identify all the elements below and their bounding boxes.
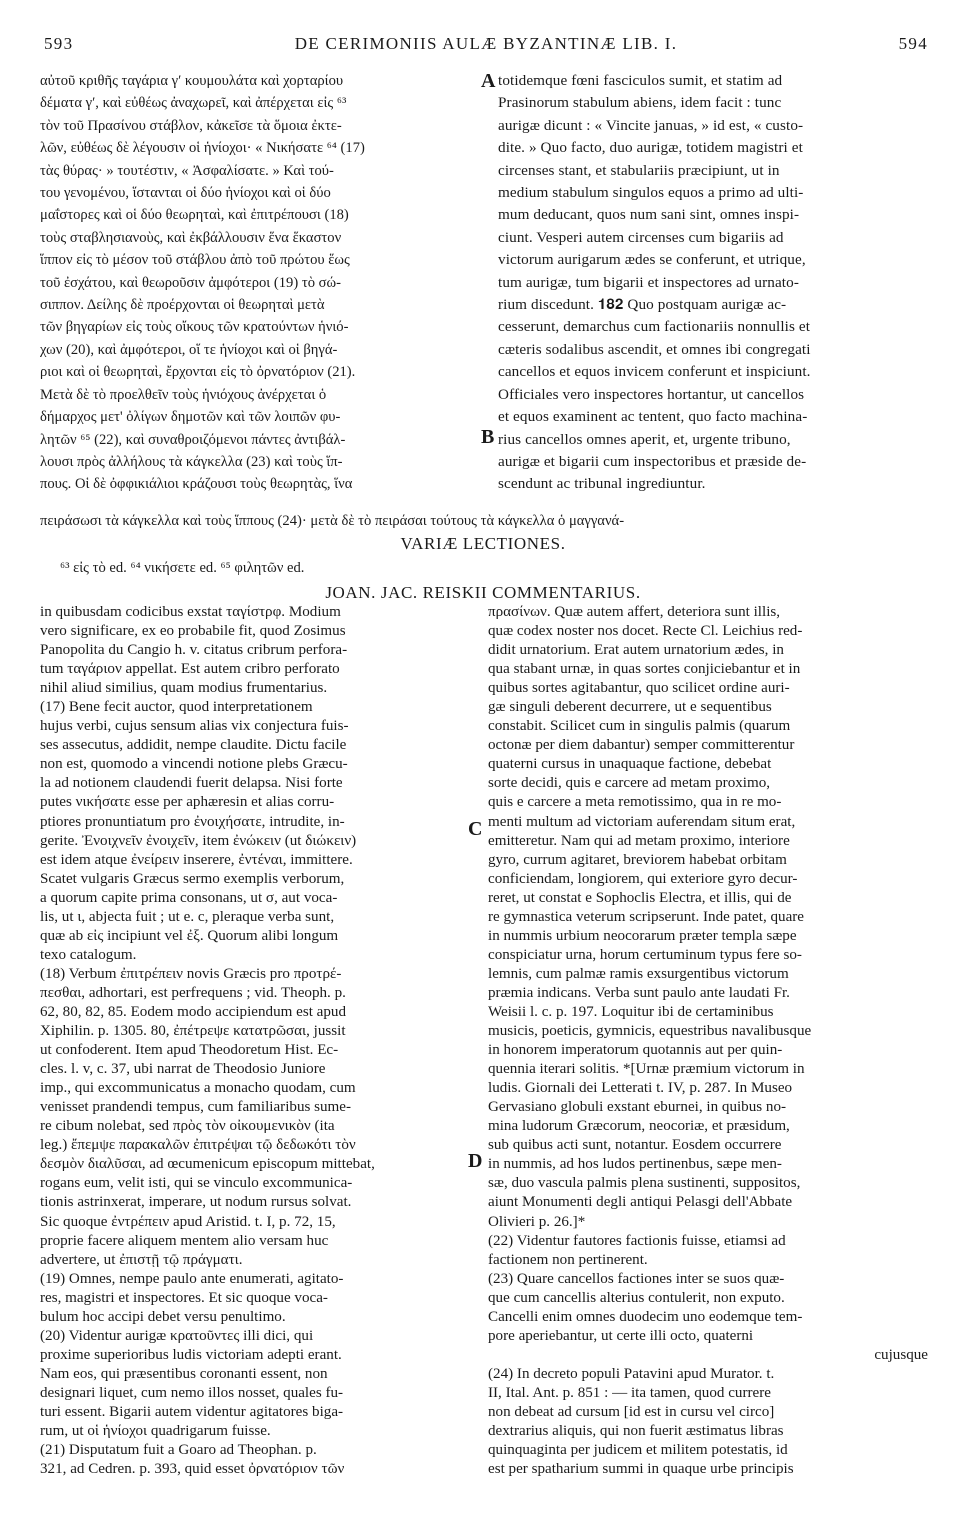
commentary-line: (17) Bene fecit auctor, quod interpretationem bbox=[40, 699, 313, 716]
latin-text-line: dite. » Quo facto, duo aurigæ, totidem magistri et bbox=[498, 139, 803, 157]
greek-text-line: τὰς θύρας· » τουτέστιν, « Ἀσφαλίσατε. » Καὶ τού- bbox=[40, 162, 334, 179]
commentary-line: Nam eos, qui præsentibus coronanti essent, non bbox=[40, 1365, 328, 1382]
page-number-right: 594 bbox=[898, 34, 928, 53]
commentary-line: ludis. Giornali dei Letterati t. IV, p. 287. In Museo bbox=[488, 1080, 793, 1097]
greek-text-line: τῶν βηγαρίων εἰς τοὺς οἴκους τῶν κρατούντων ἡνιό- bbox=[40, 319, 349, 336]
commentary-line: πεσθαι, adhortari, est perfrequens ; vid. Theoph. p. bbox=[40, 984, 346, 1001]
commentary-line: dextrarius aliquis, qui non fuerit æstimatus libras bbox=[488, 1423, 784, 1440]
commentary-line: la ad notionem claudendi fuerit delapsa. Nisi forte bbox=[40, 775, 343, 792]
margin-marker-b: B bbox=[481, 426, 495, 448]
margin-marker-a: A bbox=[481, 70, 496, 92]
margin-marker-c: C bbox=[468, 818, 483, 840]
latin-text-line: cesserunt, demarchus cum factionariis nonnullis et bbox=[498, 318, 811, 336]
greek-text-line: του γενομένου, ἵστανται οἱ δύο ἡνίοχοι καὶ οἱ δύο bbox=[40, 185, 331, 202]
commentary-line: sorte decidi, quis e carcere ad metam proximo, bbox=[488, 775, 771, 792]
commentary-line: musicis, poeticis, gymnicis, equestribus navalibusque bbox=[488, 1023, 812, 1040]
commentary-line: δεσμὸν διαλῦσαι, ad œcumenicum episcopum mittebat, bbox=[40, 1156, 375, 1173]
latin-text-line: totidemque fœni fasciculos sumit, et statim ad bbox=[498, 72, 783, 89]
commentary-line: quibus sortes agitabantur, quo scilicet ordine auri- bbox=[488, 680, 790, 697]
commentary-line: turi essent. Bigarii autem videntur agitatores biga- bbox=[40, 1403, 344, 1420]
commentary-line: (18) Verbum ἐπιτρέπειν novis Græcis pro προτρέ- bbox=[40, 965, 342, 982]
commentary-line: in quibusdam codicibus exstat ταγίστρφ. Modium bbox=[40, 604, 341, 620]
commentary-line: advertere, ut ἐπιστῇ τῷ πράγματι. bbox=[40, 1251, 243, 1268]
commentary-line: gyro, currum agitaret, breviorem habebat orbitam bbox=[488, 851, 787, 868]
commentary-line: emitteretur. Nam qui ad metam proximo, interiore bbox=[488, 832, 790, 849]
latin-text-line: et equos examinent ac tentent, quo facto machina- bbox=[498, 408, 808, 426]
commentary-line: gæ singuli deberent decurrere, ut e sequentibus bbox=[488, 699, 772, 716]
greek-text-line: δήμαρχος μετ' ὀλίγων δημοτῶν καὶ τῶν λοιπῶν φυ- bbox=[40, 409, 341, 426]
commentary-line: bulum hoc accipi debet versu penultimo. bbox=[40, 1308, 286, 1325]
commentary-line: (24) In decreto populi Patavini apud Murator. t. bbox=[488, 1365, 775, 1382]
commentary-line: (20) Videntur aurigæ κρατοῦντες illi dici, qui bbox=[40, 1327, 314, 1344]
greek-text-line: χων (20), καὶ ἀμφότεροι, οἵ τε ἡνίοχοι καὶ οἱ βηγά- bbox=[40, 341, 338, 358]
greek-text-line: πους. Οἱ δὲ ὀφφικιάλιοι κράζουσι τοὺς θεωρητὰς, ἵνα bbox=[40, 476, 353, 493]
commentary-line: rogans eum, velit isti, qui se vinculo excommunica- bbox=[40, 1175, 353, 1192]
commentary-line: factionem non pertinerent. bbox=[488, 1251, 648, 1268]
commentary-line: nihil aliud similius, quam modius frumentarius. bbox=[40, 680, 328, 697]
greek-text-line: δέματα γʹ, καὶ εὐθέως ἀναχωρεῖ, καὶ ἀπέρχεται εἰς ⁶³ bbox=[40, 95, 347, 112]
commentary-line: II, Ital. Ant. p. 851 : — ita tamen, quod currere bbox=[488, 1384, 771, 1401]
greek-text-line: αὐτοῦ κριθῆς ταγάρια γʹ κουμουλάτα καὶ χορταρίου bbox=[40, 73, 344, 89]
commentary-line: quæ codex noster nos docet. Recte Cl. Leichius red- bbox=[488, 623, 803, 640]
commentary-line: (23) Quare cancellos factiones inter se suos quæ- bbox=[488, 1270, 785, 1287]
commentary-line: non debeat ad cursum [id est in cursu vel circo] bbox=[488, 1403, 775, 1420]
continuation-text: πειράσωσι τὰ κάγκελλα καὶ τοὺς ἵππους (24)· μετὰ δὲ τὸ πειράσαι τούτους τὰ κάγκελλα ὁ μαγγανά- bbox=[40, 513, 625, 529]
commentary-line: re gymnastica veterum scripserunt. Inde patet, quare bbox=[488, 908, 805, 925]
latin-text-line: mum deducant, quos num sani sint, omnes inspi- bbox=[498, 206, 800, 224]
commentary-line: ses assecutus, addidit, nempe claudite. Dictu facile bbox=[40, 737, 347, 754]
commentary-line: designari liquet, cum nemo illos nosset, quales fu- bbox=[40, 1384, 344, 1401]
variant-readings: ⁶³ εἰς τὸ ed. ⁶⁴ νικήσετε ed. ⁶⁵ φιλητῶν ed. bbox=[60, 560, 305, 576]
commentary-line: gerite. Ἐνοιχνεῖν ἐνοιχεῖν, item ἐνώκειν (ut διώκειν) bbox=[40, 832, 357, 849]
commentary-line: re cibum nolebat, sed πρὸς τὸν οἰκουμενικὸν (ita bbox=[40, 1118, 335, 1135]
greek-text-line: λητῶν ⁶⁵ (22), καὶ συναθροιζόμενοι πάντες ἀντιβάλ- bbox=[40, 431, 346, 448]
commentary-line: a quorum capite prima consonans, ut σ, aut voca- bbox=[40, 889, 338, 906]
commentary-line: proxime superioribus ludis victoriam adepti erant. bbox=[40, 1346, 342, 1363]
commentary-line: vero significare, ex eo probabile fit, quod Zosimus bbox=[40, 623, 346, 640]
commentary-line: πρασίνων. Quæ autem affert, deteriora sunt illis, bbox=[488, 604, 781, 620]
commentary-line: Weisii l. c. p. 197. Loquitur ibi de certaminibus bbox=[488, 1003, 774, 1020]
latin-text-line: Officiales vero inspectores hortantur, ut cancellos bbox=[498, 385, 805, 403]
commentary-line: quinquaginta per judicem et militem potestatis, id bbox=[488, 1442, 788, 1459]
commentary-line: (21) Disputatum fuit a Goaro ad Theophan. p. bbox=[40, 1442, 317, 1459]
latin-text-line: cæteris sodalibus ascendit, et omnes ibi congregati bbox=[498, 340, 811, 358]
greek-text-line: ριοι καὶ οἱ θεωρηταὶ, ἔρχονται εἰς τὸ ὀρνατόριον (21). bbox=[40, 364, 356, 381]
greek-text-line: μαΐστορες καὶ οἱ δύο θεωρηταὶ, καὶ ἐπιτρέπουσι (18) bbox=[40, 207, 349, 224]
commentary-heading: JOAN. JAC. REISKII COMMENTARIUS. bbox=[325, 583, 641, 602]
commentary-line: res, magistri et inspectores. Et sic quoque voca- bbox=[40, 1289, 328, 1306]
greek-text-line: λουσι πρὸς ἀλλήλους τὰ κάγκελλα (23) καὶ τοὺς ἵπ- bbox=[40, 453, 343, 470]
commentary-line: est idem atque ἐνείρειν inserere, ἐντέναι, immittere. bbox=[40, 851, 353, 868]
commentary-line: Xiphilin. p. 1305. 80, ἐπέτρεψε κατατρῶσαι, jussit bbox=[40, 1023, 346, 1040]
greek-text-line: τοὺς σταβλησιανοὺς, καὶ ἐκβάλλουσιν ἕνα ἕκαστον bbox=[40, 229, 342, 246]
latin-text-line: scendunt ac tribunal ingrediuntur. bbox=[498, 475, 706, 493]
commentary-line: pore aperiebantur, ut certe illi octo, quaterni bbox=[488, 1327, 754, 1344]
commentary-line: venisset prandendi tempus, cum familiaribus sume- bbox=[40, 1099, 352, 1116]
commentary-line: Gervasiano globuli exstant eburnei, in quibus no- bbox=[488, 1099, 787, 1116]
latin-text-line: medium stabulum singulos equos a primo ad ulti- bbox=[498, 184, 804, 202]
latin-text-line: cancellos et equos invicem conferunt et inspiciunt. bbox=[498, 363, 811, 381]
page-title: DE CERIMONIIS AULÆ BYZANTINÆ LIB. I. bbox=[294, 34, 678, 53]
commentary-line: lis, ut ι, abjecta fuit ; ut e. c, pleraque verba sunt, bbox=[40, 908, 335, 925]
commentary-line: est per spatharium summi in quaque urbe principis bbox=[488, 1461, 794, 1478]
commentary-line: putes νικήσατε esse per aphæresin et alias corru- bbox=[40, 794, 335, 811]
commentary-line: quennia iterari solitis. *[Urnæ præmium victorum in bbox=[488, 1061, 805, 1078]
commentary-line: cles. l. v, c. 37, ubi narrat de Theodosio Juniore bbox=[40, 1061, 326, 1078]
commentary-line: imp., qui excommunicatus a monacho quodam, cum bbox=[40, 1080, 356, 1097]
commentary-line: lemnis, cum palmæ ramis exsurgentibus victorum bbox=[488, 965, 789, 982]
page-number-left: 593 bbox=[44, 34, 74, 53]
running-header bbox=[44, 34, 928, 58]
commentary-line: Cancelli enim omnes duodecim uno eodemque tem- bbox=[488, 1308, 803, 1325]
commentary-line: Scatet vulgaris Græcus sermo exemplis verborum, bbox=[40, 870, 345, 887]
greek-text-line: σιππον. Δείλης δὲ προέρχονται οἱ θεωρηταὶ μετὰ bbox=[40, 297, 325, 314]
continuation-line bbox=[40, 510, 930, 532]
commentary-line: non est, quomodo a vincendi notione plebs Græcu- bbox=[40, 756, 348, 773]
greek-text-line: τὸν τοῦ Πρασίνου στάβλον, κἀκεῖσε τὰ ὅμοια ἐκτε- bbox=[40, 117, 342, 134]
commentary-line: reret, ut constat e Sophoclis Electra, et illis, qui de bbox=[488, 889, 792, 906]
commentary-line: que cum cancellis alterius contulerit, non exputo. bbox=[488, 1289, 785, 1306]
commentary-line: tionis astrinxerat, imperare, ut nodum rursus solvat. bbox=[40, 1194, 352, 1211]
commentary-line: didit urnatorium. Erat autem urnatorium ædes, in bbox=[488, 642, 784, 659]
commentary-line: quæ ab εἰς incipiunt vel ἐξ. Quorum alibi longum bbox=[40, 927, 339, 944]
commentary-line: (22) Videntur fautores factionis fuisse, etiamsi ad bbox=[488, 1232, 786, 1249]
commentary-line: hujus verbi, cujus sensum alias vix conjectura fuis- bbox=[40, 718, 349, 735]
latin-text-line: tum aurigæ, tum bigarii et inspectores ad urnato- bbox=[498, 273, 799, 291]
commentary-line: sub quibus acti sunt, notantur. Eosdem occurrere bbox=[488, 1137, 782, 1154]
latin-text-line: rius cancellos omnes aperit, et, urgente tribuno, bbox=[498, 430, 791, 448]
greek-text-line: τοῦ ἐσχάτου, καὶ θεωροῦσιν ἀμφότεροι (19) τὸ σώ- bbox=[40, 274, 341, 291]
commentary-line: (19) Omnes, nempe paulo ante enumerati, agitato- bbox=[40, 1270, 344, 1287]
commentary-line: ptiores pronuntiatum pro ἐνοιχήσατε, intrudite, in- bbox=[40, 813, 345, 830]
commentary-line: proprie facere aliquem mentem alio versam huc bbox=[40, 1232, 329, 1249]
commentary-line: conspiciatur urna, horum certuminum typus fere so- bbox=[488, 946, 802, 963]
commentary-line: 62, 80, 82, 85. Eodem modo accipiendum est apud bbox=[40, 1003, 347, 1020]
commentary-line: in nummis urbium neocorarum præter templa sæpe bbox=[488, 927, 797, 944]
commentary-line: in nummis, ad hos ludos pertinenbus, sæpe men- bbox=[488, 1156, 782, 1173]
commentary-line: menti multum ad victoriam auferendam situm erat, bbox=[488, 813, 796, 830]
latin-text-line: rium discedunt. 𝟏𝟖𝟐 Quo postquam aurigæ ac- bbox=[498, 296, 787, 314]
commentary-line: rum, ut οἱ ἡνίοχοι quadrigarum fuisse. bbox=[40, 1423, 271, 1440]
greek-text-line: λῶν, εὐθέως δὲ λέγουσιν οἱ ἡνίοχοι· « Νικήσατε ⁶⁴ (17) bbox=[40, 140, 365, 157]
commentary-line: leg.) ἔπεμψε παρακαλῶν ἐπιτρέψαι τῷ δεδωκότι τὸν bbox=[40, 1137, 356, 1154]
commentary-line: quis e carcere a meta remotissimo, qua in re mo- bbox=[488, 794, 782, 811]
commentary-line: Panopolita du Cangio h. v. citatus cribrum perfora- bbox=[40, 642, 348, 659]
commentary-line: quaterni cursus in unaquaque factione, debebat bbox=[488, 756, 772, 773]
commentary-line: Olivieri p. 26.]* bbox=[488, 1213, 586, 1230]
greek-text-line: ἵππον εἰς τὸ μέσον τοῦ στάβλου ἀπὸ τοῦ πρώτου ἕως bbox=[40, 252, 350, 269]
latin-text-line: circenses stant, et stabulariis præcipiunt, ut in bbox=[498, 161, 780, 179]
greek-text-line: Μετὰ δὲ τὸ προελθεῖν τοὺς ἡνιόχους ἀνέρχεται ὁ bbox=[40, 386, 327, 403]
commentary-line: octonæ per diem dabantur) semper committerentur bbox=[488, 737, 795, 754]
commentary-line: 321, ad Cedren. p. 393, quid esset ὀρνατόριον τῶν bbox=[40, 1461, 345, 1478]
commentary-line: in honorem imperatorum quotannis aut per quin- bbox=[488, 1042, 783, 1059]
latin-text-line: aurigæ et bigarii cum inspectoribus et præside de- bbox=[498, 452, 807, 470]
latin-text-line: victorum aurigarum ædes se conferunt, et utrique, bbox=[498, 251, 806, 269]
commentary-line: ut confoderent. Item apud Theodoretum Hist. Ec- bbox=[40, 1042, 339, 1059]
variae-lectiones-heading: VARIÆ LECTIONES. bbox=[400, 534, 566, 553]
commentary-line: aiunt Monumenti degli antiqui Pelasgi dell'Abbate bbox=[488, 1194, 793, 1211]
latin-text-line: ciunt. Vesperi autem circenses cum bigariis ad bbox=[498, 228, 784, 246]
commentary-line: qua stabant urnæ, in quas sortes conjiciebantur et in bbox=[488, 661, 801, 678]
commentary-line: præmia indicans. Verba sunt paulo ante laudati Fr. bbox=[488, 984, 790, 1001]
commentary-line: Sic quoque ἐντρέπειν apud Aristid. t. I, p. 72, 15, bbox=[40, 1213, 336, 1230]
commentary-right-column bbox=[488, 603, 928, 1479]
commentary-line: conficiendam, longiorem, qui exteriore gyro decur- bbox=[488, 870, 798, 887]
margin-marker-d: D bbox=[468, 1150, 483, 1172]
commentary-line: texo catalogum. bbox=[40, 946, 137, 963]
commentary-left-column bbox=[40, 603, 483, 1479]
commentary-line: tum ταγάριον appellat. Est autem cribro perforato bbox=[40, 661, 340, 678]
commentary-line: mina ludorum Græcorum, neocoriæ, et præsidum, bbox=[488, 1118, 790, 1135]
greek-text-column bbox=[40, 70, 488, 496]
latin-translation-column bbox=[498, 70, 930, 496]
commentary-line: constabit. Scilicet cum in singulis palmis (quarum bbox=[488, 718, 791, 735]
latin-text-line: Prasinorum stabulum abiens, idem facit : tunc bbox=[498, 94, 782, 112]
latin-text-line: aurigæ dicunt : « Vincite januas, » id est, « custo- bbox=[498, 116, 804, 134]
commentary-line: cujusque bbox=[874, 1346, 928, 1363]
commentary-line: sæ, duo vascula palmis plena sustinenti, suppositos, bbox=[488, 1175, 801, 1192]
